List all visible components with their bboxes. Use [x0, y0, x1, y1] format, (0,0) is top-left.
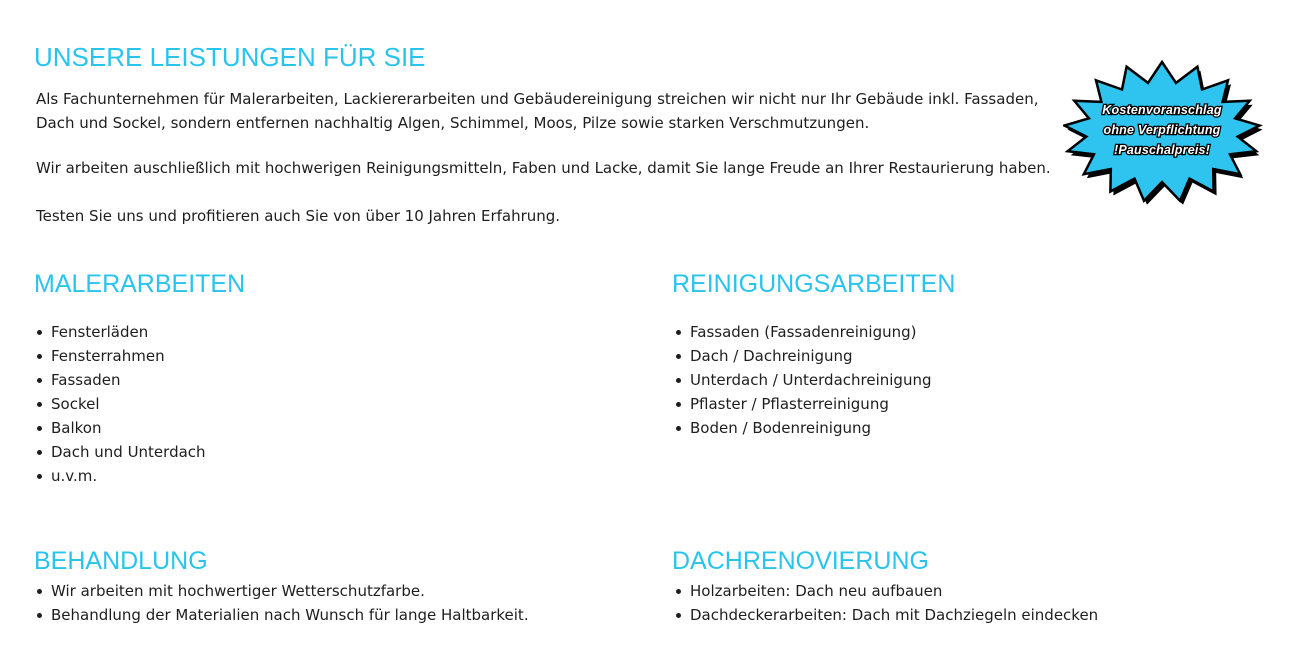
list-item: Behandlung der Materialien nach Wunsch für lange Haltbarkeit.: [34, 603, 529, 627]
list-item: Fensterrahmen: [34, 344, 206, 368]
list-item: Boden / Bodenreinigung: [673, 416, 932, 440]
intro-paragraph-1: Als Fachunternehmen für Malerarbeiten, Lackiererarbeiten und Gebäudereinigung streichen wir nicht nur Ihr Gebäude inkl. Fassaden, Dach und Sockel, sondern entfernen nachhaltig Algen, Schimmel, Moos, Pilze sowie starken Verschmutzungen.: [36, 90, 1039, 132]
list-item: Fensterläden: [34, 320, 206, 344]
list-item: Dach / Dachreinigung: [673, 344, 932, 368]
reinigungsarbeiten-list: [673, 320, 932, 440]
list-item: Balkon: [34, 416, 206, 440]
list-item: Holzarbeiten: Dach neu aufbauen: [673, 579, 1098, 603]
list-item: Wir arbeiten mit hochwertiger Wetterschutzfarbe.: [34, 579, 529, 603]
badge-line-2: ohne Verpflichtung: [1103, 123, 1221, 137]
list-item: Dach und Unterdach: [34, 440, 206, 464]
intro-paragraph-3: Testen Sie uns und profitieren auch Sie von über 10 Jahren Erfahrung.: [36, 207, 561, 225]
list-item: Sockel: [34, 392, 206, 416]
section-title-malerarbeiten: MALERARBEITEN: [34, 270, 246, 298]
section-title-dachrenovierung: DACHRENOVIERUNG: [672, 547, 929, 575]
malerarbeiten-list: [34, 320, 206, 488]
badge-line-3: !Pauschalpreis!: [1113, 143, 1211, 157]
list-item: Dachdeckerarbeiten: Dach mit Dachziegeln eindecken: [673, 603, 1098, 627]
list-item: u.v.m.: [34, 464, 206, 488]
intro-paragraph-2: Wir arbeiten auschließlich mit hochwerigen Reinigungsmitteln, Faben und Lacke, damit Sie lange Freude an Ihrer Restaurierung haben.: [36, 159, 1051, 177]
quote-starburst-badge: [1063, 58, 1265, 210]
list-item: Fassaden (Fassadenreinigung): [673, 320, 932, 344]
section-title-reinigungsarbeiten: REINIGUNGSARBEITEN: [672, 270, 956, 298]
behandlung-list: [34, 579, 529, 627]
dachrenovierung-list: [673, 579, 1098, 627]
list-item: Unterdach / Unterdachreinigung: [673, 368, 932, 392]
page-title: UNSERE LEISTUNGEN FÜR SIE: [34, 42, 426, 72]
badge-line-1: Kostenvoranschlag: [1102, 103, 1222, 117]
list-item: Pflaster / Pflasterreinigung: [673, 392, 932, 416]
section-title-behandlung: BEHANDLUNG: [34, 547, 208, 575]
list-item: Fassaden: [34, 368, 206, 392]
